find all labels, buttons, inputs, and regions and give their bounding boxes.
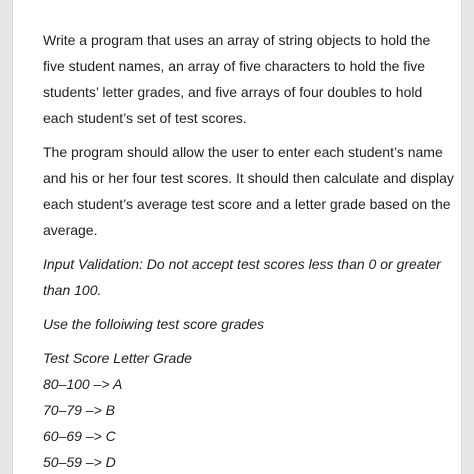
- input-validation-note: Input Validation: Do not accept test scores less than 0 or greater than 100.: [43, 256, 441, 298]
- grades-instruction: Use the folloiwing test score grades: [43, 316, 264, 332]
- paragraph-program-behavior: The program should allow the user to enter each student’s name and his or her four test scores. It should then calculate and display each student’s average test score and a letter grade based on the average.: [43, 144, 454, 238]
- problem-text: [43, 27, 455, 474]
- paragraph-gap: [43, 337, 455, 345]
- grade-row-b: 70–79 –> B: [43, 402, 116, 418]
- paragraph-gap: [43, 131, 455, 139]
- grade-row-a: 80–100 –> A: [43, 376, 123, 392]
- grade-row-c: 60–69 –> C: [43, 428, 116, 444]
- paragraph-gap: [43, 243, 455, 251]
- grade-table-header: Test Score Letter Grade: [43, 350, 192, 366]
- document-page: [12, 0, 462, 474]
- paragraph-gap: [43, 303, 455, 311]
- grade-row-d: 50–59 –> D: [43, 454, 116, 470]
- paragraph-array-description: Write a program that uses an array of string objects to hold the five student names, an array of five characters to hold the five students’ letter grades, and five arrays of four doubles to hold each student’s set of test scores.: [43, 32, 431, 126]
